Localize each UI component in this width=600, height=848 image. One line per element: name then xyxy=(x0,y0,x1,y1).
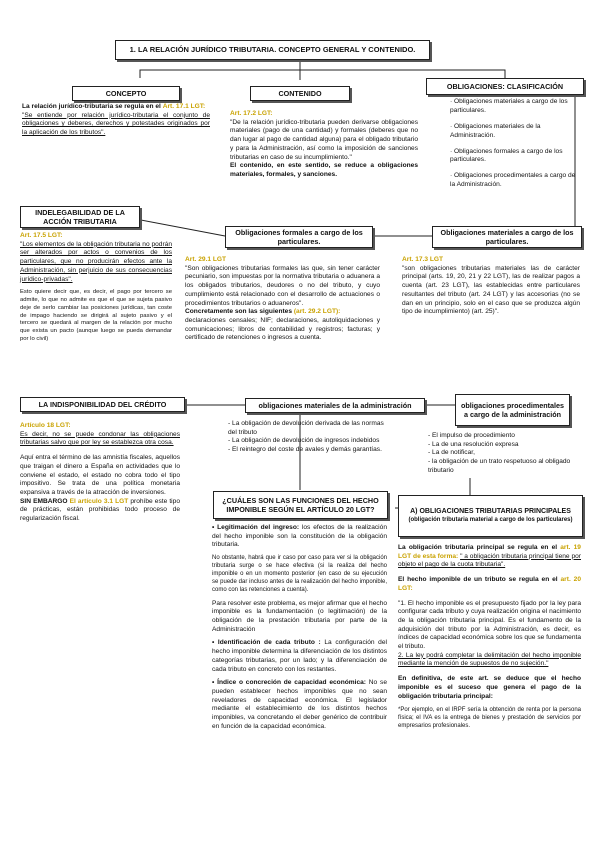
contenido-text xyxy=(230,110,418,180)
contenido-body: "De la relación jurídico-tributaria pueden derivarse obligaciones materiales (pago de una cantidad) y formales (deberes que no dan lugar al pago de cantidad alguna) para el obligado tributario y para la Administración, así como la imposición de sanciones tributarias en caso de su incumplimiento." xyxy=(230,118,418,161)
concepto-art: Art. 17.1 LGT: xyxy=(162,103,206,110)
formales-list: declaraciones censales; NIF; declaraciones, autoliquidaciones y comunicaciones; libros de contabilidad y registros; facturas; y certificado de retenciones o ingresos a cuenta. xyxy=(185,316,380,342)
clasificacion-item: · Obligaciones materiales de la Administración. xyxy=(450,122,541,139)
procedimentales-item: - La de notificar, xyxy=(428,449,475,457)
formales-header: Obligaciones formales a cargo de los particulares. xyxy=(225,226,373,248)
principales-p6: *Por ejemplo, en el IRPF sería la obtención de renta por la persona física; el IVA es la entrega de bienes y prestación de servicios por empresarios profesionales. xyxy=(398,707,581,730)
concepto-header: CONCEPTO xyxy=(72,86,180,101)
line-title-columns xyxy=(140,70,505,78)
indelegabilidad-body: "Los elementos de la obligación tributaria no podrán ser alterados por actos o convenios de los particulares, que no producirán efectos ante la Administración, sin perjuicio de sus consecuencias jurídico-privadas". xyxy=(20,240,172,283)
clasificacion-item: · Obligaciones procedimentales a cargo de la Administración. xyxy=(450,172,576,189)
funciones-header: ¿CUÁLES SON LAS FUNCIONES DEL HECHO IMPONIBLE SEGÚN EL ARTÍCULO 20 LGT? xyxy=(213,491,388,519)
concepto-text xyxy=(22,103,210,138)
principales-p1-art: art. 19 LGT de esta forma: xyxy=(398,544,581,560)
principales-header: A) OBLIGACIONES TRIBUTARIAS PRINCIPALES xyxy=(410,507,571,515)
materiales-admin-item: - La obligación de devolución derivada de las normas del tributo xyxy=(228,420,384,436)
page-title: 1. LA RELACIÓN JURÍDICO TRIBUTARIA. CONCEPTO GENERAL Y CONTENIDO. xyxy=(115,40,430,60)
funciones-p4: La configuración del hecho imponible determina la diferenciación de los distintos categorías tributarias, por un lado; y la diferenciación de cada tributo en concreto con los restantes. xyxy=(212,639,387,673)
contenido-header: CONTENIDO xyxy=(250,86,350,101)
materiales-text xyxy=(402,256,580,317)
concepto-intro: La relación jurídico-tributaria se regula en el xyxy=(22,103,161,110)
procedimentales-list xyxy=(428,432,588,476)
funciones-p5-title: • Índice o concreción de capacidad económica: xyxy=(212,679,366,687)
materiales-art: Art. 17.3 LGT xyxy=(402,256,444,263)
formales-text xyxy=(185,256,380,343)
principales-p1-b: " a obligación tributaria principal tiene por objeto el pago de la cuota tributaria". xyxy=(398,552,581,569)
indelegabilidad-text xyxy=(20,232,172,344)
materiales-header: Obligaciones materiales a cargo de los particulares. xyxy=(432,226,582,248)
indelegabilidad-header: INDELEGABILIDAD DE LA ACCIÓN TRIBUTARIA xyxy=(20,206,140,228)
principales-p3: "1. El hecho imponible es el presupuesto fijado por la ley para configurar cada tributo y cuya realización origina el nacimiento de la obligación tributaria principal. Es el fundamento de la adquisición del tributo por la Administración, es decir, es índices de capacidad económica sobre los que se fundamenta el tributo. xyxy=(398,599,581,651)
indisponibilidad-sin-embargo: SIN EMBARGO xyxy=(20,497,68,505)
principales-p4: 2. La ley podrá completar la delimitación del hecho imponible mediante la mención de supuestos de no sujeción." xyxy=(398,651,581,668)
indelegabilidad-note: Esto quiere decir que, es decir, el pago por tercero se admite, lo que no admite es que el que se sujeta pasivo deje de serlo cambiar las posiciones jurídicas, tan coste de impago haciendo se dirigirá al sujeto pasivo y el tercero se quedará al margen de la relación por mucho que exista un pacto (aunque luego se pueda demandar por lo civil) xyxy=(20,289,172,342)
principales-header-note: (obligación tributaria material a cargo de los particulares) xyxy=(408,516,573,523)
funciones-p2: No obstante, habrá que ir caso por caso para ver si la obligación tributaria surge o se hace efectiva (si la realiza del hecho imponible o en un momento posterior (en caso de su ejecución se puede dar incluso antes de la realización del hecho imponible, como con las retenciones a cuenta). xyxy=(212,555,387,593)
contenido-summary: El contenido, en este sentido, se reduce a obligaciones materiales, formales, y sanciones. xyxy=(230,162,418,178)
procedimentales-item: - El impulso de procedimiento xyxy=(428,432,515,439)
indelegabilidad-art: Art. 17.5 LGT: xyxy=(20,232,63,239)
materiales-admin-header: obligaciones materiales de la administración xyxy=(245,398,425,413)
formales-concretamente: Concretamente son las siguientes xyxy=(185,308,292,316)
materiales-admin-item: - El reintegro del coste de avales y demás garantías. xyxy=(228,446,382,454)
principales-p5: En definitiva, de este art. se deduce que el hecho imponible es el suceso que genera el pago de la obligación tributaria principal: xyxy=(398,675,581,700)
funciones-p1-title: • Legitimación del ingreso: xyxy=(212,524,300,531)
formales-art2: (art. 29.2 LGT): xyxy=(293,308,341,316)
indisponibilidad-amnistia: Aquí entra el término de las amnistía fiscales, aquellos que traigan el dinero a España en actividades que lo conviene el estado, el estado no cobra todo el tipo impositivo. Se trata de una política monetaria expansiva a través de la atracción de inversiones. xyxy=(20,454,180,496)
indisponibilidad-end: prohíbe este tipo de prácticas, están prohibidas todo proceso de regularización fiscal. xyxy=(20,497,180,523)
indisponibilidad-header: LA INDISPONIBILIDAD DEL CRÉDITO xyxy=(20,397,185,412)
contenido-art: Art. 17.2 LGT: xyxy=(230,110,273,117)
principales-header-box xyxy=(398,495,583,537)
funciones-p5: No se pueden establecer hechos imponibles que no sean reveladores de capacidad económica. El legislador mediante el establecimiento de los distintos hechos imponibles, va concretando el deber genérico de contribuir en función de la capacidad económica. xyxy=(212,679,387,730)
principales-p2-a: El hecho imponible de un tributo se regula en el xyxy=(398,576,558,584)
indisponibilidad-body: Es decir, no se puede condonar las obligaciones tributarias salvo que por ley se establezca otra cosa. xyxy=(20,430,180,447)
materiales-admin-list xyxy=(228,420,388,455)
formales-art: Art. 29.1 LGT xyxy=(185,256,227,263)
principales-p2-art: art. 20 LGT: xyxy=(398,576,581,592)
materiales-body: "son obligaciones tributarias materiales las de carácter principal (arts. 19, 20, 21 y 22 LGT), las de realizar pagos a cuenta (art. 23 LGT), las establecidas entre particulares resultantes del tributo (art. 24 LGT) y las accesorias (no se dan en un principio, solo en el caso que se produzca algún tipo de incumplimiento) (art. 25)". xyxy=(402,264,580,316)
funciones-p4-title: • Identificación de cada tributo : xyxy=(212,639,321,647)
clasificacion-header: OBLIGACIONES: CLASIFICACIÓN xyxy=(426,78,584,95)
concepto-body: "Se entiende por relación jurídico-tributaria el conjunto de obligaciones y deberes, derechos y potestades originados por la aplicación de los tributos". xyxy=(22,111,210,137)
principales-text xyxy=(398,544,581,731)
indisponibilidad-text xyxy=(20,422,180,524)
formales-body: "Son obligaciones tributarias formales las que, sin tener carácter pecuniario, son impuestas por la normativa tributaria o aduanera a los obligados tributarios, deudores o no del tributo, y cuyo cumplimiento está relacionado con el desarrollo de actuaciones o procedimientos tributarios o aduaneros". xyxy=(185,264,380,307)
procedimentales-header: obligaciones procedimentales a cargo de la administración xyxy=(455,394,570,426)
funciones-text xyxy=(212,524,387,731)
clasificacion-item: · Obligaciones materiales a cargo de los particulares. xyxy=(450,98,568,114)
indisponibilidad-art: Artículo 18 LGT: xyxy=(20,422,71,429)
clasificacion-item: · Obligaciones formales a cargo de los particulares. xyxy=(450,147,563,164)
clasificacion-list xyxy=(450,98,578,190)
funciones-p1: los efectos de la realización del hecho imponible son la constitución de la obligación tributaria. xyxy=(212,524,387,549)
principales-p1-a: La obligación tributaria principal se regula en el xyxy=(398,544,558,551)
materiales-admin-item: - La obligación de devolución de ingresos indebidos xyxy=(228,437,380,445)
procedimentales-item: - la obligación de un trato respetuoso al obligado tributario xyxy=(428,458,571,474)
indisponibilidad-art31: El artículo 3.1 LGT xyxy=(69,497,129,505)
funciones-p3: Para resolver este problema, es mejor afirmar que el hecho imponible es la fundamentación (o legitimación) de la obligación de la prestación tributaria por parte de la Administración xyxy=(212,599,387,633)
procedimentales-item: - La de una resolución expresa xyxy=(428,440,519,448)
